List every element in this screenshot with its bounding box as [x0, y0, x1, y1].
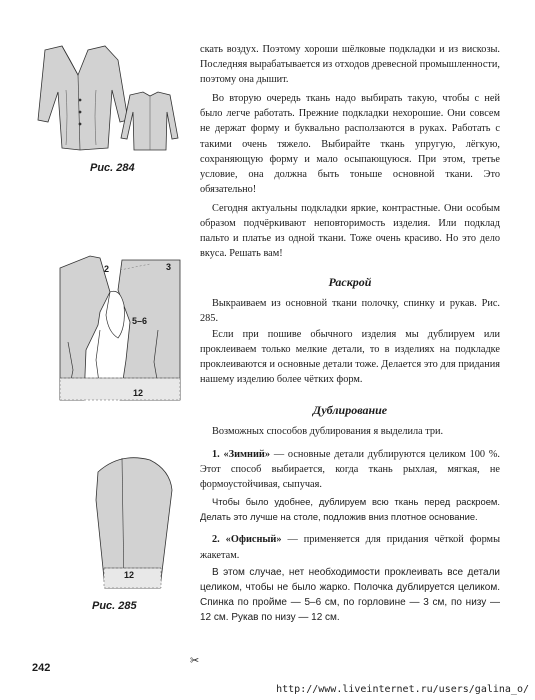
method-2-text: — применяется для придания чёткой формы жакетам. [200, 534, 500, 561]
heading-dublirovanie: Дублирование [312, 402, 388, 417]
fig285-sleeve-drawing [0, 440, 190, 600]
paragraph-3: Сегодня актуальны подкладки яркие, контрастные. Они особым образом подчёркивают неповторимость изделия. Или подклад пальто и платье из одной ткани. Тоже очень красиво. Но это дело вкуса. Решать вам! [200, 202, 500, 260]
scissors-icon: ✂ [190, 655, 200, 667]
paragraph-8: Чтобы было удобнее, дублируем всю ткань перед раскроем. Делать это лучше на столе, подложив вниз плотное основание. [200, 496, 500, 523]
paragraph-7 [200, 447, 500, 492]
fig285-label-3: 3 [166, 262, 172, 272]
heading-raskroy: Раскрой [328, 275, 372, 290]
page-number: 242 [32, 662, 51, 674]
fig284-caption: Рис. 284 [90, 162, 135, 174]
paragraph-5: Если при пошиве обычного изделия мы дублируем или проклеиваем только мелкие детали, то в изделиях на подкладке проклеиваются и основные детали тоже. Делается это для придания нашему изделию более чётких форм. [200, 328, 500, 385]
method-2-title: 2. «Офисный» [212, 534, 282, 546]
paragraph-10: В этом случае, нет необходимости проклеивать все детали целиком, чтобы не было жарко. Полочка дублируется целиком. Спинка по пройме — 5–6 см, по горловине — 3 см, по низу — 12 см. Рукав по низу — 12 см. [200, 566, 500, 623]
paragraph-1: скать воздух. Поэтому хороши шёлковые подкладки и из вискозы. Последняя вырабатывается из отходов древесной промышленности, поэтому она дышит. [200, 44, 500, 86]
paragraph-6: Возможных способов дублирования я выделила три. [212, 425, 444, 437]
fig285-label-2: 2 [104, 264, 110, 274]
fig285-label-5-6: 5–6 [132, 316, 148, 326]
figure-column [0, 0, 190, 700]
fig285-label-12-body: 12 [133, 388, 144, 398]
method-1-text: — основные детали дублируются целиком 100 %. Этот способ выбирается, когда ткань рыхлая, мягкая, не формоустойчивая, сыпучая. [200, 448, 500, 491]
paragraph-9 [200, 532, 500, 562]
method-1-title: 1. «Зимний» [212, 448, 271, 460]
paragraph-2: Во вторую очередь ткань надо выбирать такую, чтобы с ней было легче работать. Прежние подкладки нехорошие. Они совсем не держат форму и буквально расползаются в руках. Работать с такими очень тяжело. Выбирайте ткань упругую, лёгкую, сохраняющую форму и мало осыпающуюся. При этом, третье условие, она должна быть тоньше основной ткани. Это обязательно! [200, 93, 500, 195]
text-column [200, 42, 500, 625]
fig285-pattern-drawing [0, 250, 190, 420]
paragraph-4: Выкраиваем из основной ткани полочку, спинку и рукав. Рис. 285. [200, 298, 500, 325]
fig285-label-12-sleeve: 12 [124, 570, 135, 580]
fig285-caption: Рис. 285 [92, 600, 137, 612]
watermark-url: http://www.liveinternet.ru/users/galina_o/ [276, 684, 529, 695]
fig284-jacket-drawing [0, 0, 190, 160]
